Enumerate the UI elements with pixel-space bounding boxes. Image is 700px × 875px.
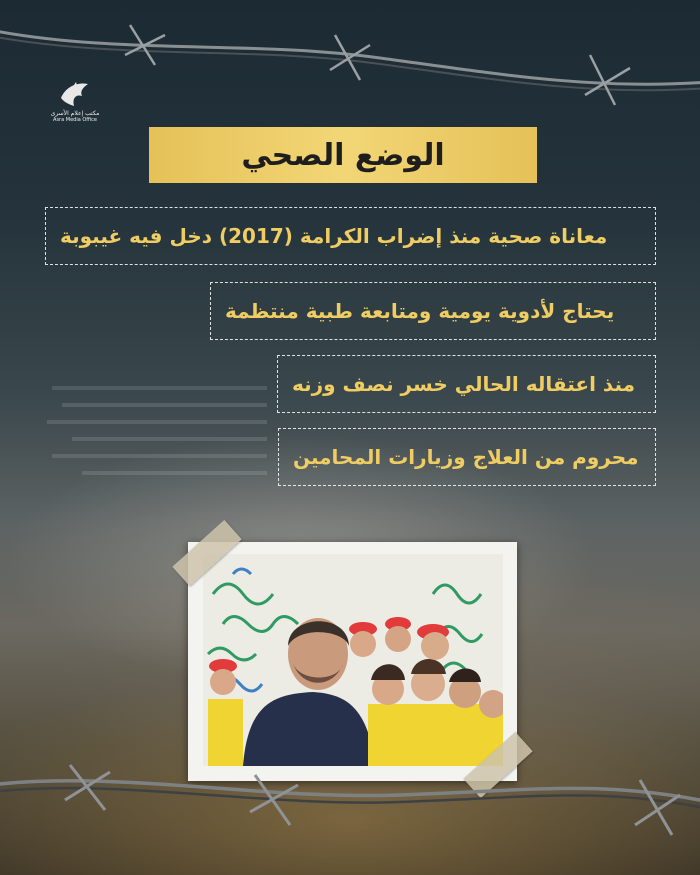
logo-arabic-name: مكتب إعلام الأسرى	[50, 110, 100, 117]
dove-logo-icon	[58, 80, 92, 110]
photo-illustration	[203, 554, 503, 766]
barbed-wire-top	[0, 0, 700, 120]
page-title: الوضع الصحي	[241, 137, 445, 173]
health-point-text: محروم من العلاج وزيارات المحامين	[293, 445, 639, 469]
barbed-wire-bottom	[0, 740, 700, 875]
health-point-text: معاناة صحية منذ إضراب الكرامة (2017) دخل فيه غيبوبة	[60, 224, 608, 248]
brand-logo	[45, 80, 105, 140]
logo-english-name: Asra Media Office	[53, 117, 97, 123]
health-point-text: يحتاج لأدوية يومية ومتابعة طبية منتظمة	[225, 299, 615, 323]
health-point-2	[210, 282, 656, 340]
prisoner-with-children-photo	[203, 554, 503, 766]
health-point-3	[277, 355, 656, 413]
title-banner	[149, 127, 537, 183]
health-point-1	[45, 207, 656, 265]
faded-lines	[42, 380, 272, 490]
faded-background-texture	[42, 380, 272, 496]
health-point-text: منذ اعتقاله الحالي خسر نصف وزنه	[292, 372, 635, 396]
health-point-4	[278, 428, 656, 486]
